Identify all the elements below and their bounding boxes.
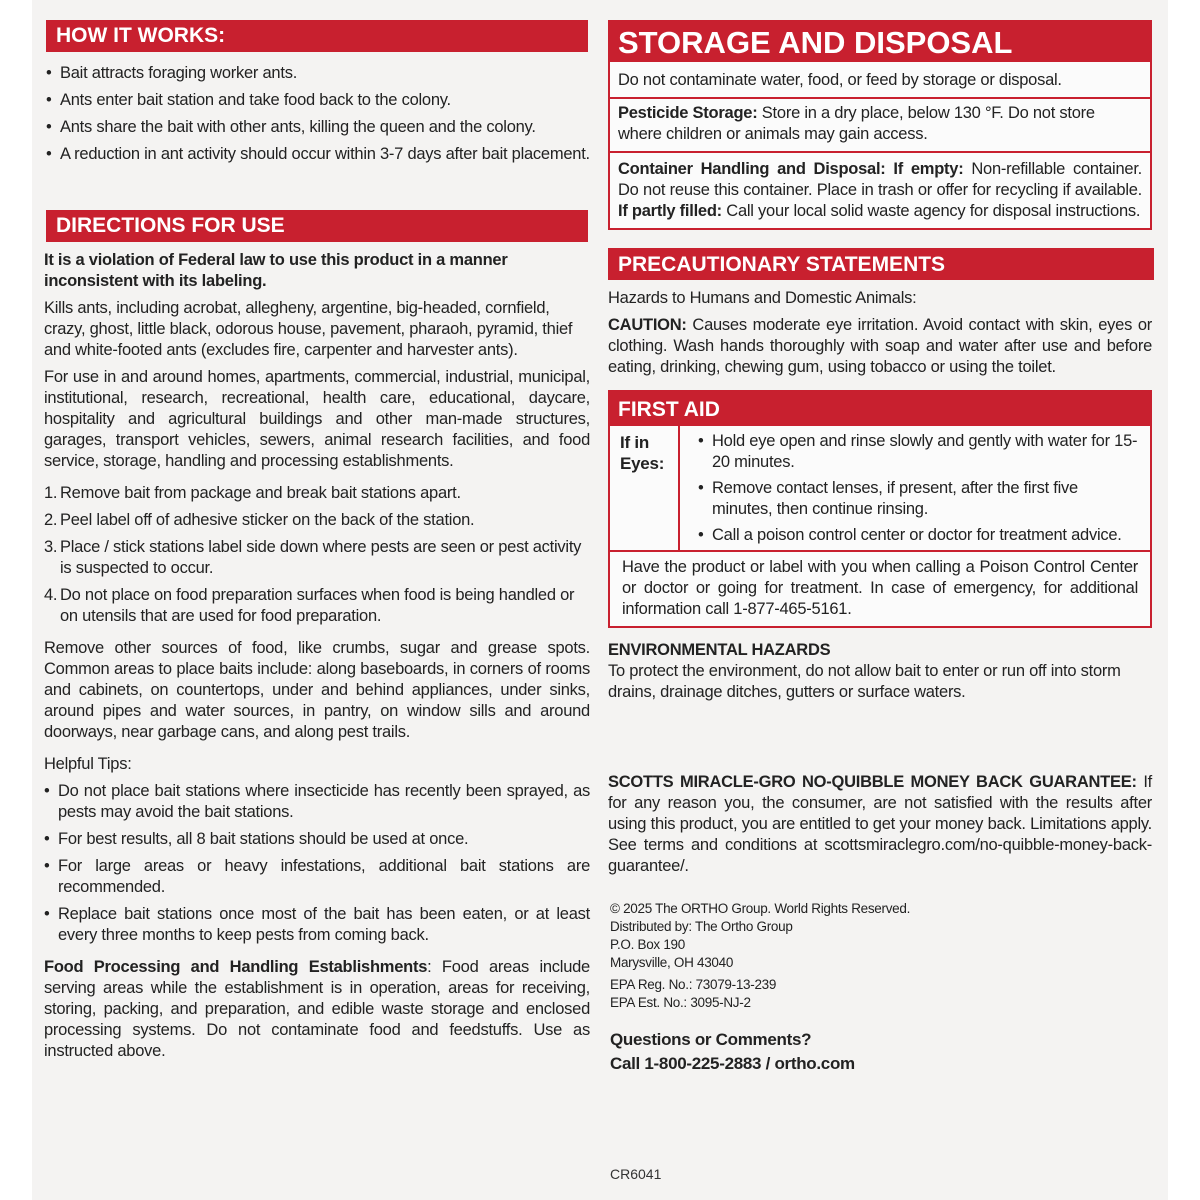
list-item: • Ants share the bait with other ants, killing the queen and the colony. [46,114,590,141]
list-item: • Ants enter bait station and take food back to the colony. [46,87,590,114]
remove-sources-text: Remove other sources of food, like crumbs, sugar and grease spots. Common areas to place baits include: along baseboards, in corners of rooms and cabinets, on countertops, under and behind appliances, under sinks, around pipes and water sources, in pantry, on window sills and around doorways, near garbage cans, and along pest trails. [44,639,590,741]
pesticide-storage-label: Pesticide Storage: [618,104,758,122]
step-item: 4. Do not place on food preparation surfaces when food is being handled or on utensils that are used for food preparation. [44,586,575,625]
list-item: • Bait attracts foraging worker ants. [46,60,590,87]
footer-info [610,900,1010,1012]
epa-reg: EPA Reg. No.: 73079-13-239 [610,977,777,992]
list-item: • Hold eye open and rinse slowly and gently with water for 15-20 minutes. [698,431,1138,473]
first-aid-box [608,390,1152,628]
first-aid-eyes-row [610,426,1150,550]
call-text: Call 1-800-225-2883 / ortho.com [610,1054,855,1073]
hazards-label: Hazards to Humans and Domestic Animals: [608,289,917,307]
distributed-by: Distributed by: The Ortho Group [610,919,793,934]
list-item: • A reduction in ant activity should occur within 3-7 days after bait placement. [46,141,590,168]
precautionary-header [608,248,1154,280]
violation-notice: It is a violation of Federal law to use this product in a manner inconsistent with its labeling. [44,251,508,290]
storage-box [608,20,1152,230]
tip-item: • For best results, all 8 bait stations should be used at once. [44,829,590,850]
storage-intro-row: Do not contaminate water, food, or feed by storage or disposal. [618,71,1062,89]
tip-item: • Do not place bait stations where insecticide has recently been sprayed, as pests may avoid the bait stations. [44,781,590,823]
step-item: 2. Peel label off of adhesive sticker on the back of the station. [44,511,475,529]
po-box: P.O. Box 190 [610,937,685,952]
contact-info [610,1028,1010,1076]
environmental-text: To protect the environment, do not allow bait to enter or run off into storm drains, drainage ditches, gutters or surface waters. [608,662,1121,701]
storage-title: STORAGE AND DISPOSAL [618,25,1013,60]
how-it-works-header [46,20,588,52]
environmental-title: ENVIRONMENTAL HAZARDS [608,641,831,659]
guarantee-label: SCOTTS MIRACLE-GRO NO-QUIBBLE MONEY BACK GUARANTEE: [608,773,1137,791]
steps-list [44,483,590,627]
guarantee-text: If for any reason you, the consumer, are not satisfied with the results after using this product, you are entitled to get your money back. Limitations apply. See terms and conditions at scottsmiraclegro.com/no-quibble-money-back-guarantee/. [608,773,1152,875]
kills-ants-text: Kills ants, including acrobat, allegheny, argentine, big-headed, cornfield, crazy, ghost, little black, odorous house, pavement, pharaoh, pyramid, thief and white-footed ants (excludes fire, carpenter and harvester ants). [44,299,573,359]
partly-filled-label: If partly filled: [618,202,722,220]
eyes-label: If in Eyes: [610,426,680,550]
first-aid-title: FIRST AID [618,398,720,421]
left-column [44,20,590,1060]
pesticide-storage-row: Pesticide Storage: Store in a dry place, below 130 °F. Do not store where children or animals may gain access. [610,97,1150,151]
tips-list [44,781,590,946]
directions-title: DIRECTIONS FOR USE [56,214,285,237]
tip-item: • For large areas or heavy infestations, additional bait stations are recommended. [44,856,590,898]
caution-text: CAUTION: Causes moderate eye irritation. Avoid contact with skin, eyes or clothing. Wash hands thoroughly with soap and water after use and before eating, drinking, chewing gum, using tobacco or using the toilet. [608,316,1152,376]
list-item: • Remove contact lenses, if present, after the first five minutes, then continue rinsing. [698,478,1138,520]
precautionary-body [608,288,1152,378]
tip-item: • Replace bait stations once most of the bait has been eaten, or at least every three months to keep pests from coming back. [44,904,590,946]
container-handling-row: Container Handling and Disposal: If empty: Non-refillable container. Do not reuse this container. Place in trash or offer for recycling if available. If partly filled: Call your local solid waste agency for disposal instructions. [610,151,1150,228]
right-column [608,20,1154,1073]
list-item: • Call a poison control center or doctor for treatment advice. [698,525,1138,546]
first-aid-header [610,392,1150,426]
how-it-works-title: HOW IT WORKS: [56,24,226,47]
first-aid-note: Have the product or label with you when calling a Poison Control Center or doctor or going for treatment. In case of emergency, for additional information call 1-877-465-5161. [610,550,1150,626]
questions-label: Questions or Comments? [610,1030,812,1049]
first-aid-list [680,426,1150,550]
precautionary-title: PRECAUTIONARY STATEMENTS [618,253,946,276]
directions-body [44,250,590,1062]
directions-header [46,210,588,242]
food-processing-text: Food Processing and Handling Establishments: Food areas include serving areas while the establishment is in operation, areas for receiving, storing, packing, and preparation, and edible waste storage and enclosed processing systems. Do not contaminate food and feedstuffs. Use as instructed above. [44,958,590,1060]
guarantee-section [608,772,1152,877]
city: Marysville, OH 43040 [610,955,734,970]
environmental-section [608,640,1152,703]
step-item: 1. Remove bait from package and break bait stations apart. [44,484,461,502]
copyright: © 2025 The ORTHO Group. World Rights Reserved. [610,901,911,916]
use-in-text: For use in and around homes, apartments, commercial, industrial, municipal, institutional, research, recreational, health care, educational, daycare, hospitality and agricultural buildings and other man-made structures, garages, transport vehicles, sewers, animal research facilities, and food service, storage, handling and processing establishments. [44,368,590,470]
how-it-works-list [44,60,590,168]
helpful-tips-label: Helpful Tips: [44,755,132,773]
product-code: CR6041 [610,1166,662,1182]
food-processing-label: Food Processing and Handling Establishments [44,958,428,976]
caution-label: CAUTION: [608,316,687,334]
container-handling-label: Container Handling and Disposal: If empty: [618,160,964,178]
epa-est: EPA Est. No.: 3095-NJ-2 [610,995,751,1010]
step-item: 3. Place / stick stations label side down where pests are seen or pest activity is suspected to occur. [44,538,582,577]
storage-header [610,22,1150,62]
